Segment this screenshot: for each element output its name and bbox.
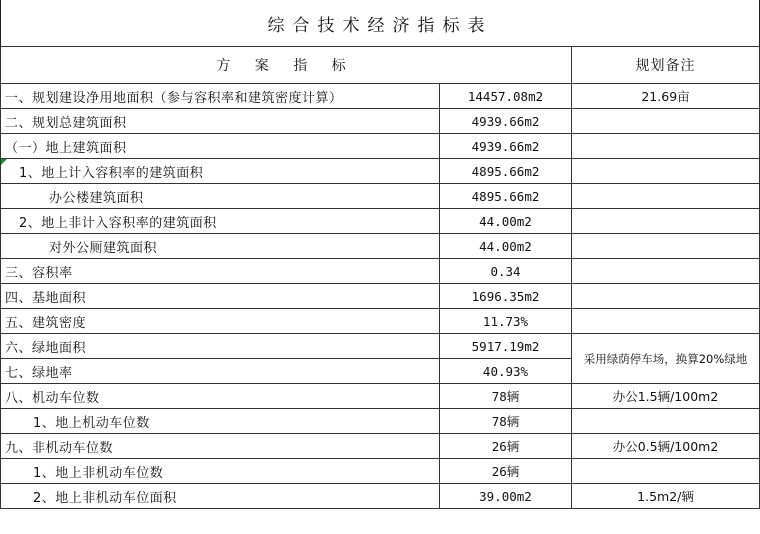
row-value: 26辆 xyxy=(440,434,572,459)
row-value: 44.00m2 xyxy=(440,234,572,259)
table-row xyxy=(1,184,760,209)
header-item: 方 案 指 标 xyxy=(1,47,572,84)
row-label: 七、绿地率 xyxy=(1,359,440,384)
row-label: 2、地上非计入容积率的建筑面积 xyxy=(1,209,440,234)
row-label: 三、容积率 xyxy=(1,259,440,284)
table-row xyxy=(1,284,760,309)
row-value: 44.00m2 xyxy=(440,209,572,234)
row-value: 40.93% xyxy=(440,359,572,384)
row-value: 11.73% xyxy=(440,309,572,334)
row-label: 一、规划建设净用地面积（参与容积率和建筑密度计算） xyxy=(1,84,440,109)
indicator-table xyxy=(0,46,760,509)
row-note xyxy=(572,259,760,284)
table-row xyxy=(1,209,760,234)
header-row xyxy=(1,47,760,84)
row-label: 2、地上非机动车位面积 xyxy=(1,484,440,509)
row-note: 办公0.5辆/100m2 xyxy=(572,434,760,459)
table-row xyxy=(1,334,760,359)
table-row xyxy=(1,434,760,459)
row-note xyxy=(572,309,760,334)
table-row xyxy=(1,159,760,184)
row-value: 4939.66m2 xyxy=(440,109,572,134)
row-value: 78辆 xyxy=(440,409,572,434)
row-label: 九、非机动车位数 xyxy=(1,434,440,459)
row-label: （一）地上建筑面积 xyxy=(1,134,440,159)
row-label: 办公楼建筑面积 xyxy=(1,184,440,209)
row-note xyxy=(572,184,760,209)
row-note: 21.69亩 xyxy=(572,84,760,109)
row-note: 采用绿荫停车场，换算20%绿地 xyxy=(572,334,760,384)
row-label: 八、机动车位数 xyxy=(1,384,440,409)
table-row xyxy=(1,459,760,484)
row-value: 14457.08m2 xyxy=(440,84,572,109)
table-row xyxy=(1,484,760,509)
row-note: 1.5m2/辆 xyxy=(572,484,760,509)
table-row xyxy=(1,384,760,409)
table-row xyxy=(1,134,760,159)
row-value: 0.34 xyxy=(440,259,572,284)
header-note: 规划备注 xyxy=(572,47,760,84)
row-note xyxy=(572,234,760,259)
table-row xyxy=(1,309,760,334)
table-row xyxy=(1,84,760,109)
table-row xyxy=(1,234,760,259)
row-value: 4895.66m2 xyxy=(440,184,572,209)
row-value: 1696.35m2 xyxy=(440,284,572,309)
row-label: 四、基地面积 xyxy=(1,284,440,309)
row-value: 4939.66m2 xyxy=(440,134,572,159)
row-label: 对外公厕建筑面积 xyxy=(1,234,440,259)
row-label: 六、绿地面积 xyxy=(1,334,440,359)
table-row xyxy=(1,259,760,284)
row-value: 5917.19m2 xyxy=(440,334,572,359)
row-label: 1、地上计入容积率的建筑面积 xyxy=(1,159,440,184)
row-note xyxy=(572,159,760,184)
row-value: 4895.66m2 xyxy=(440,159,572,184)
row-note xyxy=(572,134,760,159)
row-value: 39.00m2 xyxy=(440,484,572,509)
row-label: 二、规划总建筑面积 xyxy=(1,109,440,134)
table-row xyxy=(1,409,760,434)
row-note xyxy=(572,209,760,234)
table-row xyxy=(1,109,760,134)
row-label: 1、地上非机动车位数 xyxy=(1,459,440,484)
row-value: 26辆 xyxy=(440,459,572,484)
row-note xyxy=(572,109,760,134)
row-value: 78辆 xyxy=(440,384,572,409)
row-note: 办公1.5辆/100m2 xyxy=(572,384,760,409)
row-note xyxy=(572,409,760,434)
table-title: 综合技术经济指标表 xyxy=(0,0,760,46)
row-label: 1、地上机动车位数 xyxy=(1,409,440,434)
row-note xyxy=(572,284,760,309)
row-note xyxy=(572,459,760,484)
row-label: 五、建筑密度 xyxy=(1,309,440,334)
